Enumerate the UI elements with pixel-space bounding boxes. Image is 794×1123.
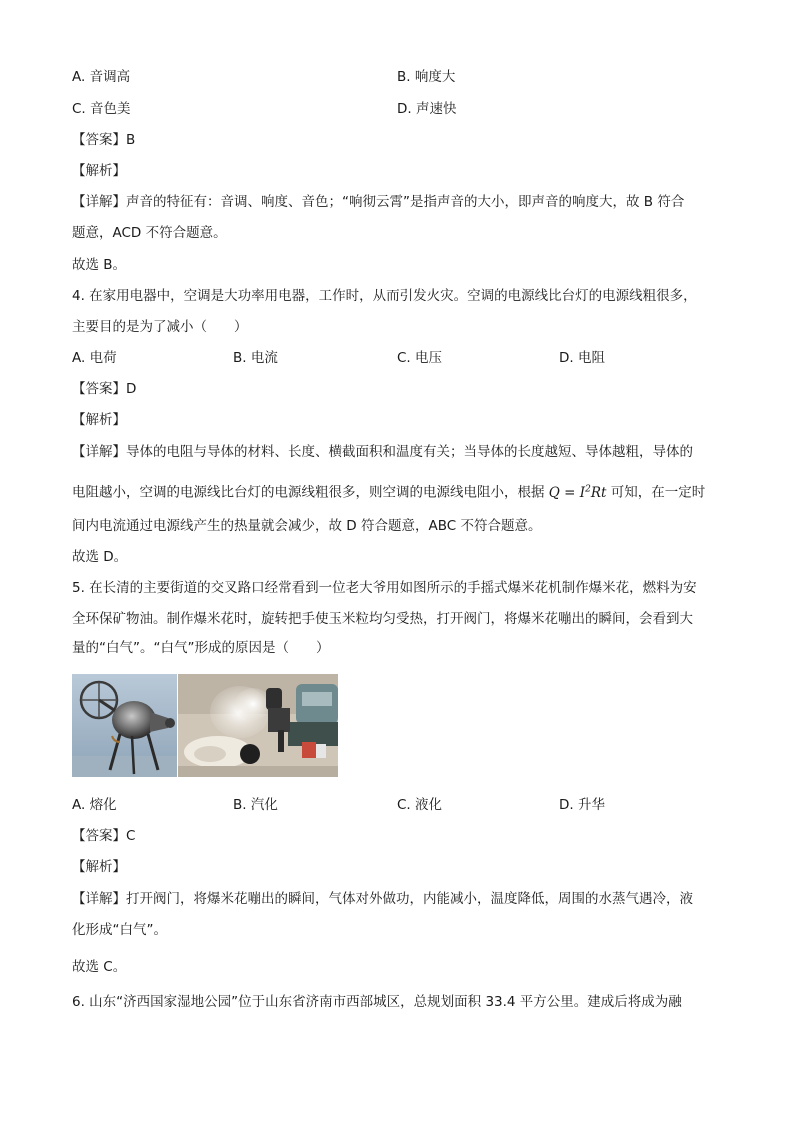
q5-option-d: D. 升华 [559,797,605,813]
q4-option-b: B. 电流 [233,350,278,366]
q4-detail-line-1: 【详解】导体的电阻与导体的材料、长度、横截面积和温度有关；当导体的长度越短、导体越粗，导体的 [72,444,693,460]
q3-option-a: A. 音调高 [72,69,131,85]
q4-detail-line-2-post: 可知，在一定时 [610,484,706,501]
formula-exponent: 2 [585,484,591,494]
q5-stem-line-2: 全环保矿物油。制作爆米花时，旋转把手使玉米粒均匀受热，打开阀门，将爆米花嘣出的瞬间，会看到大 [72,611,693,627]
q6-stem-line-1: 6. 山东“济西国家湿地公园”位于山东省济南市西部城区，总规划面积 33.4 平方公里。建成后将成为融 [72,994,682,1010]
q4-option-a: A. 电荷 [72,350,117,366]
q3-conclusion: 故选 B。 [72,257,127,273]
q5-option-b: B. 汽化 [233,797,278,813]
q5-analysis-heading: 【解析】 [72,859,126,875]
q5-detail-line-1: 【详解】打开阀门，将爆米花嘣出的瞬间，气体对外做功，内能减小，温度降低，周围的水蒸气遇冷，液 [72,891,693,907]
q4-analysis-heading: 【解析】 [72,412,126,428]
q3-option-d: D. 声速快 [397,101,457,117]
formula-rt: Rt [590,484,607,501]
q4-detail-line-3: 间内电流通过电源线产生的热量就会减少，故 D 符合题意，ABC 不符合题意。 [72,518,542,534]
q4-detail-line-2 [72,480,705,502]
q5-option-c: C. 液化 [397,797,443,813]
q4-stem-line-1: 4. 在家用电器中，空调是大功率用电器，工作时，从而引发火灾。空调的电源线比台灯的电源线粗很多， [72,288,697,304]
formula-q: Q [548,484,560,501]
q4-detail-line-2-pre: 电阻越小，空调的电源线比台灯的电源线粗很多，则空调的电源线电阻小，根据 [72,484,545,501]
q3-analysis-heading: 【解析】 [72,163,126,179]
q4-stem-line-2: 主要目的是为了减小（ ） [72,319,248,335]
popcorn-machine-photo [72,674,177,777]
q5-answer: 【答案】C [72,828,136,844]
q3-option-c: C. 音色美 [72,101,131,117]
formula-i: I [579,484,586,501]
formula-equals: = [559,484,580,501]
street-popcorn-photo [178,674,338,777]
q4-option-d: D. 电阻 [559,350,605,366]
q3-detail-line-2: 题意，ACD 不符合题意。 [72,225,227,241]
q5-stem-line-1: 5. 在长清的主要街道的交叉路口经常看到一位老大爷用如图所示的手摇式爆米花机制作爆米花，燃料为安 [72,580,697,596]
q4-option-c: C. 电压 [397,350,443,366]
q3-answer: 【答案】B [72,132,136,148]
q4-conclusion: 故选 D。 [72,549,128,565]
joule-law-formula [549,485,607,501]
q3-option-b: B. 响度大 [397,69,456,85]
q5-option-a: A. 熔化 [72,797,117,813]
q4-answer: 【答案】D [72,381,137,397]
q3-detail-line-1: 【详解】声音的特征有：音调、响度、音色；“响彻云霄”是指声音的大小，即声音的响度大，故 B 符合 [72,194,685,210]
q5-stem-line-3: 量的“白气”。“白气”形成的原因是（ ） [72,640,330,656]
q5-conclusion: 故选 C。 [72,959,127,975]
q5-detail-line-2: 化形成“白气”。 [72,922,167,938]
